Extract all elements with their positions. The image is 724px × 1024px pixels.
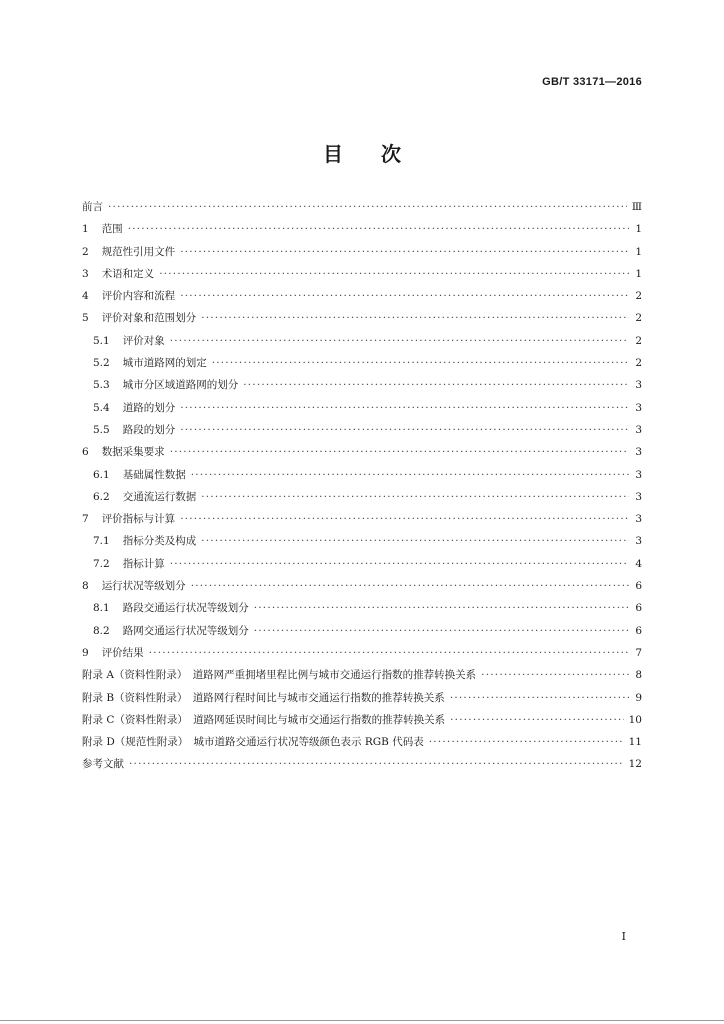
toc-entry-label: 路网交通运行状况等级划分: [122, 624, 249, 637]
toc-dot-leader: [170, 553, 629, 575]
toc-entry-label: 评价内容和流程: [101, 290, 176, 303]
toc-entry-number: 5.3: [93, 379, 110, 392]
toc-entry-number: 5: [82, 312, 89, 325]
toc-entry[interactable]: [82, 508, 642, 530]
toc-entry-label: 前言: [82, 201, 103, 213]
toc-dot-leader: [108, 196, 627, 218]
toc-dot-leader: [201, 530, 629, 552]
toc-entry[interactable]: [82, 664, 642, 686]
toc-entry[interactable]: [82, 374, 642, 396]
toc-entry-page: 3: [635, 513, 642, 526]
toc-entry-label: 路段交通运行状况等级划分: [122, 602, 249, 615]
title-part-2: 次: [381, 142, 401, 166]
toc-entry[interactable]: [82, 352, 642, 374]
toc-entry-page: 8: [635, 669, 642, 682]
toc-entry[interactable]: [82, 709, 642, 731]
toc-entry-label: 城市分区域道路网的划分: [122, 379, 239, 392]
toc-entry[interactable]: [82, 218, 642, 240]
toc-dot-leader: [212, 352, 629, 374]
toc-entry-page: 1: [635, 245, 642, 258]
toc-dot-leader: [243, 374, 629, 396]
toc-entry-number: 8.1: [93, 602, 110, 615]
toc-entry-number: 3: [82, 267, 89, 280]
toc-dot-leader: [201, 486, 629, 508]
toc-entry-page: 3: [635, 468, 642, 481]
toc-entry[interactable]: [82, 441, 642, 463]
toc-entry-number: 5.1: [93, 334, 110, 347]
footer-page-number: I: [621, 930, 626, 943]
toc-dot-leader: [180, 241, 629, 263]
toc-entry-page: 1: [635, 223, 642, 236]
toc-entry-label: 范围: [101, 223, 123, 236]
toc-dot-leader: [129, 753, 624, 775]
toc-entry-page: 10: [628, 713, 642, 726]
toc-entry-label: 基础属性数据: [122, 468, 186, 481]
toc-entry-page: 6: [635, 602, 642, 615]
toc-dot-leader: [191, 575, 629, 597]
toc-entry-page: 3: [635, 379, 642, 392]
toc-entry[interactable]: [82, 530, 642, 552]
toc-dot-leader: [201, 307, 629, 329]
toc-dot-leader: [170, 441, 629, 463]
toc-entry-number: 1: [82, 223, 89, 236]
toc-entry-page: 4: [635, 557, 642, 570]
toc-entry[interactable]: [82, 731, 642, 753]
toc-entry-page: 2: [635, 312, 642, 325]
toc-dot-leader: [128, 218, 629, 240]
toc-entry-number: 8.2: [93, 624, 110, 637]
toc-entry-label: 附录 A（资料性附录） 道路网严重拥堵里程比例与城市交通运行指数的推荐转换关系: [82, 669, 477, 682]
toc-dot-leader: [180, 508, 629, 530]
toc-entry[interactable]: [82, 397, 642, 419]
toc-entry-label: 运行状况等级划分: [101, 580, 186, 593]
toc-entry[interactable]: [82, 464, 642, 486]
toc-entry[interactable]: [82, 642, 642, 664]
toc-entry-label: 评价结果: [101, 646, 144, 659]
toc-entry-number: 8: [82, 580, 89, 593]
page-title: [0, 138, 724, 167]
toc-entry-page: 3: [635, 490, 642, 503]
toc-entry-label: 附录 B（资料性附录） 道路网行程时间比与城市交通运行指数的推荐转换关系: [82, 691, 445, 704]
toc-entry-number: 6.2: [93, 490, 110, 503]
toc-entry-page: 3: [635, 446, 642, 459]
toc-entry-number: 5.5: [93, 423, 110, 436]
toc-entry-label: 交通流运行数据: [122, 490, 197, 503]
toc-entry-page: 2: [635, 334, 642, 347]
toc-entry-label: 术语和定义: [101, 267, 155, 280]
toc-entry-page: 9: [635, 691, 642, 704]
toc-entry-label: 城市道路网的划定: [122, 357, 207, 370]
table-of-contents: [82, 196, 642, 776]
toc-entry[interactable]: [82, 241, 642, 263]
toc-entry-number: 6.1: [93, 468, 110, 481]
toc-entry-page: 1: [635, 267, 642, 280]
toc-dot-leader: [481, 664, 629, 686]
toc-entry-number: 5.2: [93, 357, 110, 370]
toc-entry-number: 7.1: [93, 535, 110, 548]
toc-entry-page: 2: [635, 290, 642, 303]
toc-entry-number: 2: [82, 245, 89, 258]
toc-entry-number: 7.2: [93, 557, 110, 570]
toc-entry-label: 附录 C（资料性附录） 道路网延误时间比与城市交通运行指数的推荐转换关系: [82, 713, 446, 726]
toc-entry-label: 评价对象和范围划分: [101, 312, 197, 325]
toc-dot-leader: [180, 285, 629, 307]
toc-entry-number: 6: [82, 446, 89, 459]
toc-entry-label: 数据采集要求: [101, 446, 165, 459]
toc-entry-label: 附录 D（规范性附录） 城市道路交通运行状况等级颜色表示 RGB 代码表: [82, 736, 424, 749]
toc-entry[interactable]: [82, 196, 642, 218]
toc-entry[interactable]: [82, 486, 642, 508]
toc-dot-leader: [429, 731, 624, 753]
toc-entry[interactable]: [82, 620, 642, 642]
toc-entry-page: 12: [628, 758, 642, 771]
bottom-divider: [0, 1020, 724, 1021]
toc-entry-page: 6: [635, 580, 642, 593]
toc-entry-number: 9: [82, 646, 89, 659]
toc-dot-leader: [170, 330, 629, 352]
toc-dot-leader: [191, 464, 629, 486]
toc-entry[interactable]: [82, 419, 642, 441]
toc-dot-leader: [254, 620, 629, 642]
toc-entry[interactable]: [82, 597, 642, 619]
toc-entry-label: 评价对象: [122, 334, 165, 347]
toc-entry[interactable]: [82, 285, 642, 307]
toc-entry[interactable]: [82, 330, 642, 352]
toc-entry-label: 评价指标与计算: [101, 513, 176, 526]
standard-code: GB/T 33171—2016: [542, 76, 642, 88]
toc-entry-page: 3: [635, 401, 642, 414]
toc-entry-label: 参考文献: [82, 758, 124, 771]
toc-dot-leader: [450, 709, 624, 731]
toc-entry-page: 6: [635, 624, 642, 637]
toc-entry[interactable]: [82, 753, 642, 775]
toc-dot-leader: [450, 687, 629, 709]
toc-entry[interactable]: [82, 553, 642, 575]
toc-dot-leader: [180, 419, 629, 441]
toc-entry-page: 11: [628, 736, 642, 749]
title-part-1: 目: [323, 142, 343, 166]
toc-entry[interactable]: [82, 575, 642, 597]
toc-entry-number: 5.4: [93, 401, 110, 414]
toc-entry[interactable]: [82, 263, 642, 285]
toc-entry-number: 7: [82, 513, 89, 526]
toc-entry-page: 2: [635, 357, 642, 370]
toc-entry-page: 3: [635, 423, 642, 436]
toc-entry[interactable]: [82, 687, 642, 709]
toc-entry-label: 规范性引用文件: [101, 245, 176, 258]
toc-entry-label: 路段的划分: [122, 423, 176, 436]
toc-entry-number: 4: [82, 290, 89, 303]
toc-entry-label: 指标分类及构成: [122, 535, 197, 548]
toc-entry-page: Ⅲ: [631, 201, 642, 213]
toc-dot-leader: [254, 597, 629, 619]
toc-entry[interactable]: [82, 307, 642, 329]
toc-dot-leader: [149, 642, 629, 664]
toc-entry-page: 3: [635, 535, 642, 548]
toc-entry-label: 道路的划分: [122, 401, 176, 414]
toc-entry-page: 7: [635, 646, 642, 659]
toc-entry-label: 指标计算: [122, 557, 165, 570]
toc-dot-leader: [159, 263, 629, 285]
toc-dot-leader: [180, 397, 629, 419]
